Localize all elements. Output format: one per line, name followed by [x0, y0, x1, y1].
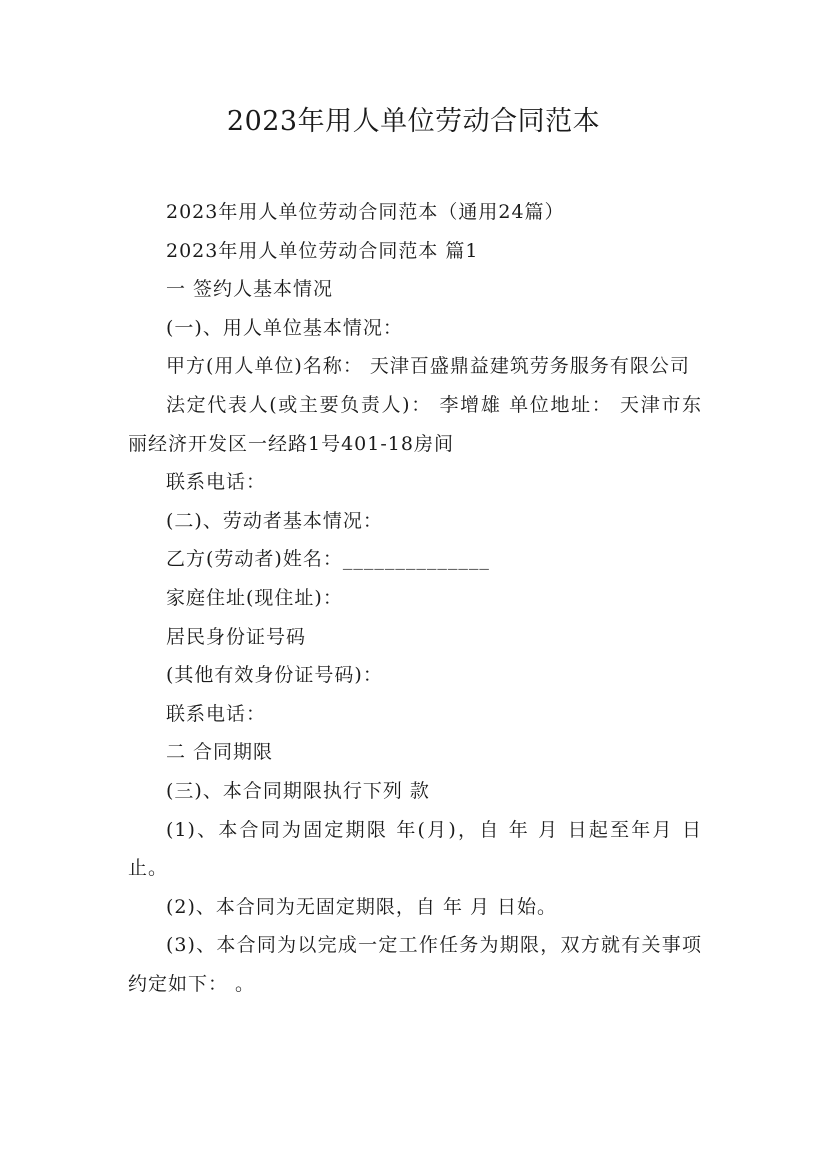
paragraph-open-term: (2)、本合同为无固定期限，自 年 月 日始。: [166, 895, 558, 918]
paragraph-employee-phone: 联系电话：: [166, 702, 267, 725]
document-body: [128, 193, 702, 1003]
paragraph-employer-phone: 联系电话：: [166, 471, 267, 494]
paragraph-legal-representative: 法定代表人(或主要负责人)： 李增雄 单位地址： 天津市东丽经济开发区一经路1号401-18房间: [128, 393, 702, 455]
paragraph-heading-term: 二 合同期限: [166, 741, 274, 764]
paragraph-task-term: (3)、本合同为以完成一定工作任务为期限，双方就有关事项约定如下： 。: [128, 934, 702, 995]
paragraph-id-number: 居民身份证号码: [166, 625, 307, 648]
paragraph-fixed-term: (1)、本合同为固定期限 年(月)，自 年 月 日起至年月 日止。: [128, 818, 702, 880]
paragraph-employer-name: 甲方(用人单位)名称： 天津百盛鼎益建筑劳务服务有限公司: [166, 355, 690, 378]
paragraph-subtitle: 2023年用人单位劳动合同范本（通用24篇）: [166, 201, 565, 223]
paragraph-employee-info-heading: (二)、劳动者基本情况：: [166, 509, 383, 532]
paragraph-home-address: 家庭住址(现住址)：: [166, 586, 343, 609]
document-title: 2023年用人单位劳动合同范本: [226, 106, 601, 137]
paragraph-employee-name: 乙方(劳动者)姓名：______________: [166, 548, 490, 571]
paragraph-section-heading: 2023年用人单位劳动合同范本 篇1: [166, 239, 479, 262]
paragraph-term-clause: (三)、本合同期限执行下列 款: [166, 779, 430, 802]
paragraph-employer-info-heading: (一)、用人单位基本情况：: [166, 316, 403, 339]
paragraph-heading-signatories: 一 签约人基本情况: [166, 278, 334, 301]
paragraph-other-id: (其他有效身份证号码)：: [166, 664, 383, 687]
